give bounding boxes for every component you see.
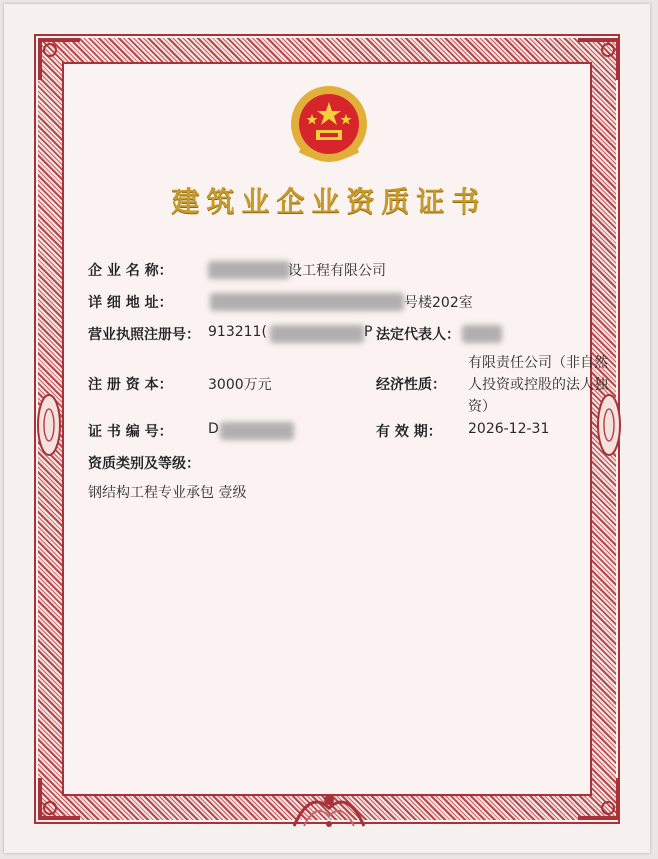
certificate-number-label: 证 书 编 号： [88,424,173,440]
corner-ornament-icon [576,36,622,82]
national-emblem-icon [286,84,372,168]
redaction-blur [270,325,364,343]
bottom-ornament-icon [290,786,368,830]
registered-capital-label: 注 册 资 本： [88,377,173,393]
corner-ornament-icon [36,776,82,822]
validity-value: 2026-12-31 [468,421,550,437]
qualification-label: 资质类别及等级： [88,456,200,472]
redaction-blur [210,293,404,311]
redaction-blur [208,261,290,279]
corner-ornament-icon [36,36,82,82]
license-number-value: 913211( [208,324,267,340]
validity-label: 有 效 期： [376,424,442,440]
redaction-blur [220,422,294,440]
economic-nature-line: 有限责任公司（非自然 [468,355,608,371]
company-name-value: 设工程有限公司 [288,263,386,279]
economic-nature-line: 人投资或控股的法人独 [468,377,608,393]
side-ornament-icon [594,390,624,460]
economic-nature-label: 经济性质： [376,377,446,393]
address-value: 号楼202室 [404,295,473,311]
qualification-value: 钢结构工程专业承包 壹级 [88,485,247,501]
registered-capital-value: 3000万元 [208,377,272,393]
license-number-suffix: P [364,324,373,340]
redaction-blur [462,325,502,343]
certificate-number-value: D [208,421,219,437]
corner-ornament-icon [576,776,622,822]
legal-representative-label: 法定代表人： [376,327,460,343]
company-name-label: 企 业 名 称： [88,263,173,279]
side-ornament-icon [34,390,64,460]
address-label: 详 细 地 址： [88,295,173,311]
certificate-title: 建筑业企业资质证书 [171,185,487,218]
economic-nature-line: 资） [468,399,496,415]
license-number-label: 营业执照注册号： [88,327,200,343]
